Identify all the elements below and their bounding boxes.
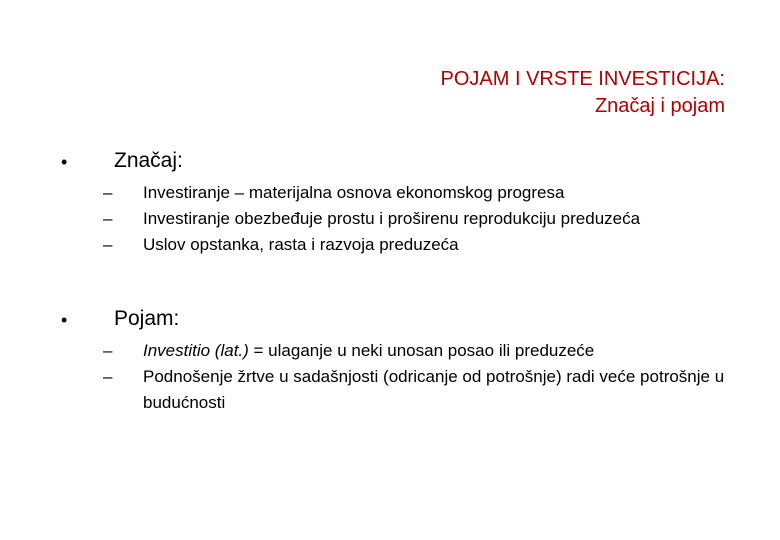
dash-icon: –	[103, 209, 113, 228]
bullet-label-pojam: Pojam:	[114, 307, 180, 330]
bullet-row-pojam	[0, 304, 780, 336]
list-item	[0, 232, 780, 258]
title-line-sub: Značaj i pojam	[594, 95, 725, 117]
list-item-text: Uslov opstanka, rasta i razvoja preduzeća	[143, 235, 459, 254]
bullet-label-znacaj: Značaj:	[114, 149, 183, 172]
bullet-icon: •	[61, 310, 68, 330]
title-line-main: POJAM I VRSTE INVESTICIJA:	[440, 68, 725, 90]
list-item-text: Investiranje – materijalna osnova ekonomskog progresa	[143, 183, 565, 202]
slide-title	[441, 66, 726, 120]
sub-list-pojam	[0, 338, 780, 416]
list-item-text-definition	[143, 338, 733, 364]
list-item-text: Investiranje obezbeđuje prostu i proširenu reprodukciju preduzeća	[143, 209, 641, 228]
list-item	[0, 206, 780, 232]
list-item-text: Podnošenje žrtve u sadašnjosti (odricanje od potrošnje) radi veće potrošnje u budućnosti	[143, 367, 725, 412]
bullet-icon: •	[61, 152, 68, 172]
list-item	[0, 364, 780, 416]
list-item	[0, 338, 780, 364]
dash-icon: –	[103, 235, 113, 254]
dash-icon: –	[103, 341, 113, 360]
list-item	[0, 180, 780, 206]
section-znacaj	[0, 146, 780, 258]
dash-icon: –	[103, 183, 113, 202]
bullet-row-znacaj	[0, 146, 780, 178]
latin-term: Investitio (lat.)	[143, 341, 249, 360]
sub-list-znacaj	[0, 180, 780, 258]
dash-icon: –	[103, 367, 113, 386]
definition-text: = ulaganje u neki unosan posao ili preduzeće	[248, 341, 595, 360]
section-pojam	[0, 304, 780, 416]
